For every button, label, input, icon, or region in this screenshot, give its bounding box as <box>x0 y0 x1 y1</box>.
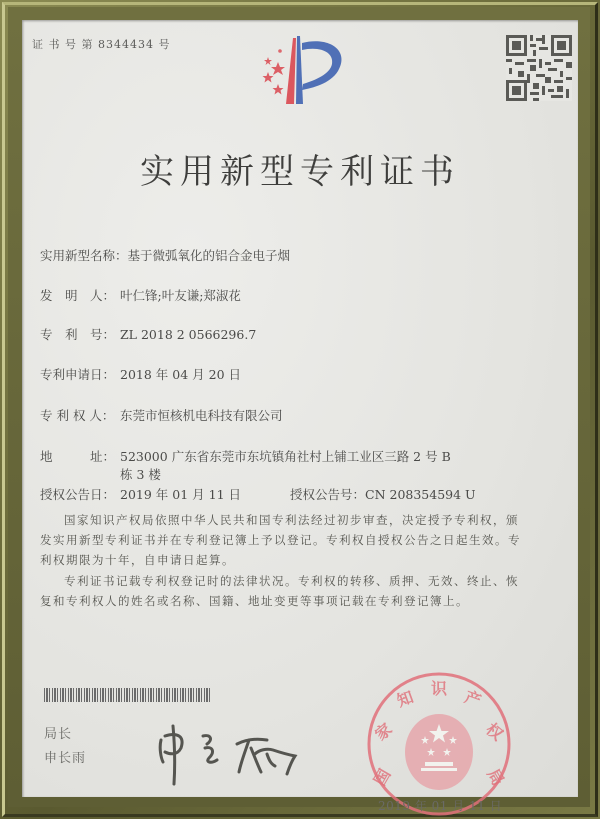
seal-date: 2019 年 01 月 11 日 <box>378 799 503 813</box>
svg-text:局: 局 <box>483 765 508 789</box>
field-inventors <box>40 286 241 304</box>
field-value: CN 208354594 U <box>365 487 476 502</box>
certificate-number-suffix: 号 <box>158 38 171 51</box>
field-label: 发 明 人： <box>40 288 116 303</box>
signatory-name: 申长雨 <box>44 751 87 766</box>
certificate-number-label: 证 书 号 第 <box>32 38 94 51</box>
field-value: 基于微弧氧化的铝合金电子烟 <box>127 248 291 263</box>
field-patent-number <box>40 325 256 343</box>
signature-icon <box>155 718 305 788</box>
field-value: 2019 年 01 月 11 日 <box>120 487 241 502</box>
field-value: 东莞市恒核机电科技有限公司 <box>120 408 283 423</box>
field-label: 实用新型名称： <box>40 248 128 263</box>
field-value: 523000 广东省东莞市东坑镇角社村上铺工业区三路 2 号 B <box>120 449 451 464</box>
field-grant-number <box>290 485 476 503</box>
field-grant-date <box>40 485 241 503</box>
field-patentee <box>40 406 283 424</box>
field-label: 专利申请日： <box>40 367 116 382</box>
svg-text:国: 国 <box>370 765 395 789</box>
field-application-date <box>40 365 241 383</box>
field-address-line2 <box>120 465 161 483</box>
field-value: 2018 年 04 月 20 日 <box>120 367 241 382</box>
field-label: 授权公告日： <box>40 487 116 502</box>
barcode <box>44 688 212 702</box>
svg-text:识: 识 <box>430 679 448 698</box>
field-label: 专 利 权 人： <box>40 408 115 423</box>
field-label: 专 利 号： <box>40 327 116 342</box>
field-value: 栋 3 楼 <box>120 467 161 482</box>
field-address <box>40 447 451 465</box>
certificate-title: 实用新型专利证书 <box>140 152 460 192</box>
grant-statement-paragraph: 国家知识产权局依照中华人民共和国专利法经过初步审查，决定授予专利权，颁发实用新型专利证书并在专利登记簿上予以登记。专利权自授权公告之日起生效。专利权期限为十年，自申请日起算。 <box>40 513 521 567</box>
certificate-number-value: 8344434 <box>98 38 154 51</box>
svg-text:家: 家 <box>371 719 396 745</box>
field-value: ZL 2018 2 0566296.7 <box>120 327 257 342</box>
field-value: 叶仁锋;叶友谦;郑淑花 <box>120 288 241 303</box>
legal-status-paragraph: 专利证书记载专利权登记时的法律状况。专利权的转移、质押、无效、终止、恢复和专利权人的姓名或名称、国籍、地址变更等事项记载在专利登记簿上。 <box>40 574 519 608</box>
seal-stamp-icon <box>365 670 513 818</box>
svg-text:产: 产 <box>462 687 484 711</box>
signatory-title: 局长 <box>44 727 73 742</box>
certificate-paper <box>22 20 578 813</box>
cnipa-logo-icon <box>250 26 360 106</box>
qr-code-icon <box>506 35 572 101</box>
field-label: 授权公告号： <box>290 487 366 502</box>
certificate-number <box>32 36 171 52</box>
field-label: 地 址： <box>40 449 116 464</box>
field-utility-model-name <box>40 246 290 264</box>
svg-text:知: 知 <box>394 687 416 711</box>
svg-text:权: 权 <box>482 719 507 745</box>
